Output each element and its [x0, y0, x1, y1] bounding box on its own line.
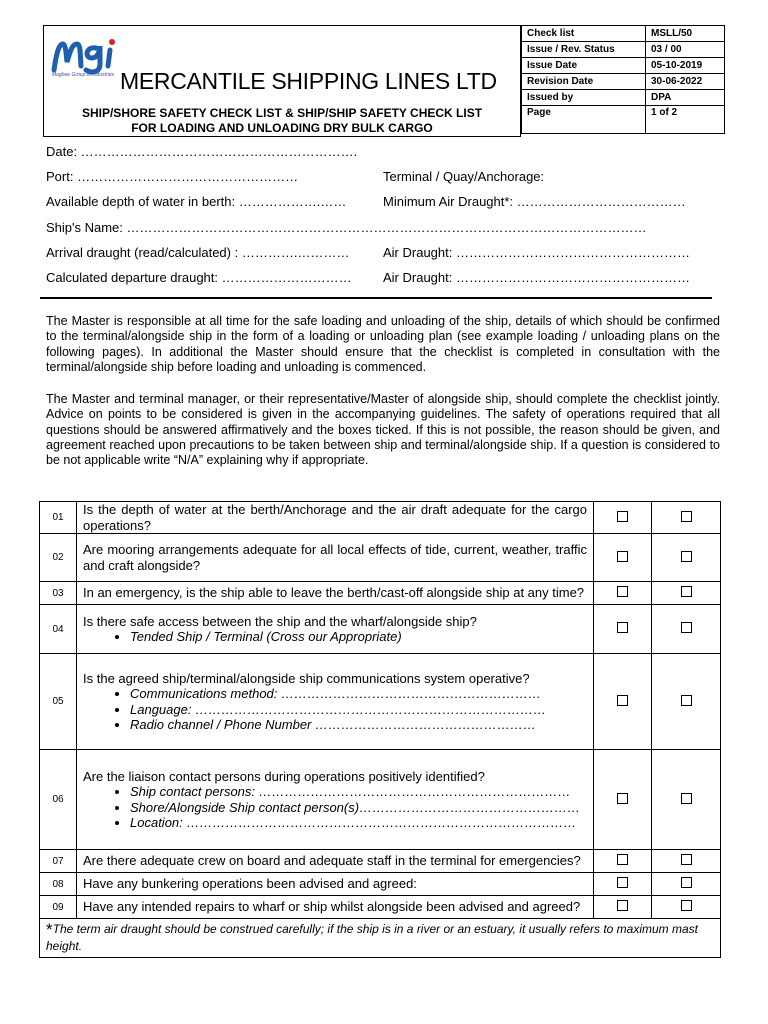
- question-cell: [77, 750, 594, 850]
- question-cell: [77, 534, 594, 582]
- air-draught-field-1[interactable]: Air Draught: ………………………………………………: [383, 245, 690, 260]
- meta-row: [522, 90, 725, 106]
- ship-check-cell: [594, 534, 652, 582]
- meta-row: [522, 58, 725, 74]
- terminal-checkbox[interactable]: [681, 877, 692, 888]
- question-text: Are there adequate crew on board and adequate staff in the terminal for emergencies?: [83, 853, 581, 869]
- question-bullets: [83, 629, 587, 645]
- meta-key: Revision Date: [522, 74, 646, 90]
- ship-checkbox[interactable]: [617, 511, 628, 522]
- min-air-draught-field[interactable]: Minimum Air Draught*: …………………………………: [383, 194, 686, 209]
- ship-check-cell: [594, 850, 652, 873]
- section-divider: [40, 297, 712, 299]
- document-meta-table: [521, 25, 725, 134]
- terminal-check-cell: [652, 534, 721, 582]
- ship-checkbox[interactable]: [617, 695, 628, 706]
- meta-value: 30-06-2022: [646, 74, 725, 90]
- checklist-row: [40, 534, 721, 582]
- port-field[interactable]: Port: ……………………………………………: [46, 169, 299, 184]
- departure-draught-field[interactable]: Calculated departure draught: …………………………: [46, 270, 352, 285]
- checklist-row: [40, 896, 721, 919]
- ship-checkbox[interactable]: [617, 586, 628, 597]
- meta-value: 05-10-2019: [646, 58, 725, 74]
- air-draught-field-2[interactable]: Air Draught: ………………………………………………: [383, 270, 690, 285]
- arrival-draught-field[interactable]: Arrival draught (read/calculated) : ………….…………: [46, 245, 350, 260]
- bullet-item: • Shore/Alongside Ship contact person(s)……………………………………………: [130, 800, 587, 816]
- meta-value: MSLL/50: [646, 26, 725, 42]
- meta-value: 03 / 00: [646, 42, 725, 58]
- meta-key: Page: [522, 106, 646, 134]
- ship-check-cell: [594, 502, 652, 534]
- depth-field[interactable]: Available depth of water in berth: ……………….……: [46, 194, 347, 209]
- terminal-field[interactable]: Terminal / Quay/Anchorage:: [383, 169, 545, 184]
- checklist-row: [40, 873, 721, 896]
- terminal-check-cell: [652, 582, 721, 605]
- terminal-check-cell: [652, 605, 721, 654]
- checklist-table: [39, 501, 721, 958]
- terminal-checkbox[interactable]: [681, 586, 692, 597]
- question-cell: [77, 654, 594, 750]
- bullet-item: • Language: ………………………………………………………………………: [130, 702, 587, 718]
- terminal-check-cell: [652, 850, 721, 873]
- row-number: 02: [40, 534, 77, 582]
- ship-checkbox[interactable]: [617, 622, 628, 633]
- ship-check-cell: [594, 582, 652, 605]
- question-text: Is the depth of water at the berth/Anchorage and the air draft adequate for the cargo operations?: [83, 502, 587, 533]
- terminal-check-cell: [652, 750, 721, 850]
- bullet-item: • Tended Ship / Terminal (Cross our Appropriate): [130, 629, 587, 645]
- date-field[interactable]: Date: ……………………………………………………….: [46, 144, 358, 159]
- row-number: 04: [40, 605, 77, 654]
- footnote: [40, 919, 721, 958]
- question-cell: [77, 850, 594, 873]
- row-number: 06: [40, 750, 77, 850]
- meta-value: DPA: [646, 90, 725, 106]
- terminal-check-cell: [652, 654, 721, 750]
- checklist-row: [40, 850, 721, 873]
- question-text: Is the agreed ship/terminal/alongside ship communications system operative?: [83, 670, 530, 686]
- checklist-row: [40, 502, 721, 534]
- question-text: Have any intended repairs to wharf or ship whilst alongside been advised and agreed?: [83, 899, 581, 915]
- ship-check-cell: [594, 654, 652, 750]
- row-number: 01: [40, 502, 77, 534]
- question-cell: [77, 896, 594, 919]
- ship-checkbox[interactable]: [617, 854, 628, 865]
- ship-check-cell: [594, 750, 652, 850]
- ship-check-cell: [594, 873, 652, 896]
- terminal-checkbox[interactable]: [681, 793, 692, 804]
- terminal-checkbox[interactable]: [681, 695, 692, 706]
- question-bullets: [83, 784, 587, 831]
- meta-key: Issue / Rev. Status: [522, 42, 646, 58]
- row-number: 07: [40, 850, 77, 873]
- ship-check-cell: [594, 605, 652, 654]
- terminal-checkbox[interactable]: [681, 854, 692, 865]
- bullet-item: • Location: ………………………………………………………………………………: [130, 815, 587, 831]
- doc-title-line2: FOR LOADING AND UNLOADING DRY BULK CARGO: [131, 121, 433, 135]
- footnote-star: *: [46, 920, 53, 939]
- checklist-row: [40, 605, 721, 654]
- bullet-item: • Communications method: ……………………………………………………: [130, 686, 587, 702]
- meta-key: Check list: [522, 26, 646, 42]
- terminal-check-cell: [652, 502, 721, 534]
- ship-checkbox[interactable]: [617, 551, 628, 562]
- terminal-checkbox[interactable]: [681, 551, 692, 562]
- terminal-check-cell: [652, 873, 721, 896]
- footnote-text: The term air draught should be construed carefully; if the ship is in a river or an estuary, it usually refers to maximum mast height.: [46, 922, 699, 953]
- bullet-item: • Ship contact persons: ………………………………………………………………: [130, 784, 587, 800]
- question-cell: [77, 873, 594, 896]
- intro-paragraph-2: The Master and terminal manager, or their representative/Master of alongside ship, should complete the checklist jointly. Advice on points to be considered is given in the accompanying guidelines. The safety of operations required that all questions should be answered affirmatively and the boxes ticked. If this is not possible, the reason should be given, and agreement reached upon precautions to be taken between ship and terminal/alongside ship. If a question is considered to be not applicable write “N/A” explaining why if appropriate.: [46, 392, 720, 468]
- question-bullets: [83, 686, 587, 733]
- meta-row: [522, 74, 725, 90]
- question-text: Have any bunkering operations been advised and agreed:: [83, 876, 417, 892]
- ship-checkbox[interactable]: [617, 877, 628, 888]
- terminal-checkbox[interactable]: [681, 900, 692, 911]
- terminal-checkbox[interactable]: [681, 511, 692, 522]
- meta-key: Issue Date: [522, 58, 646, 74]
- question-text: Are the liaison contact persons during operations positively identified?: [83, 768, 485, 784]
- question-text: Are mooring arrangements adequate for all local effects of tide, current, weather, traffic and craft alongside?: [83, 542, 587, 573]
- meta-row: [522, 106, 725, 134]
- meta-value: 1 of 2: [646, 106, 725, 134]
- terminal-check-cell: [652, 896, 721, 919]
- meta-row: [522, 26, 725, 42]
- row-number: 05: [40, 654, 77, 750]
- bullet-item: • Radio channel / Phone Number ……………………………………………: [130, 717, 587, 733]
- question-text: Is there safe access between the ship and the wharf/alongside ship?: [83, 613, 477, 629]
- question-cell: [77, 502, 594, 534]
- company-name: MERCANTILE SHIPPING LINES LTD: [120, 68, 497, 94]
- question-cell: [77, 582, 594, 605]
- terminal-checkbox[interactable]: [681, 622, 692, 633]
- footnote-row: [40, 919, 721, 958]
- checklist-row: [40, 654, 721, 750]
- doc-title-line1: SHIP/SHORE SAFETY CHECK LIST & SHIP/SHIP SAFETY CHECK LIST: [81, 106, 483, 120]
- meta-row: [522, 42, 725, 58]
- row-number: 08: [40, 873, 77, 896]
- ship-checkbox[interactable]: [617, 793, 628, 804]
- ship-check-cell: [594, 896, 652, 919]
- checklist-row: [40, 750, 721, 850]
- checklist-row: [40, 582, 721, 605]
- ship-name-field[interactable]: Ship's Name: …………………………………………………………………………………………………………: [46, 220, 647, 235]
- meta-key: Issued by: [522, 90, 646, 106]
- question-cell: [77, 605, 594, 654]
- ship-checkbox[interactable]: [617, 900, 628, 911]
- intro-paragraph-1: The Master is responsible at all time for the safe loading and unloading of the ship, details of which should be confirmed to the terminal/alongside ship in the form of a loading or unloading plan (see example loading / unloading plans on the following pages). In additional the Master should ensure that the checklist is completed in consultation with the terminal/alongside ship before loading and unloading is commenced.: [46, 314, 720, 374]
- logo-caption: Maghee Group of Industries: [52, 72, 114, 78]
- question-text: In an emergency, is the ship able to leave the berth/cast-off alongside ship at any time?: [83, 585, 585, 601]
- row-number: 03: [40, 582, 77, 605]
- row-number: 09: [40, 896, 77, 919]
